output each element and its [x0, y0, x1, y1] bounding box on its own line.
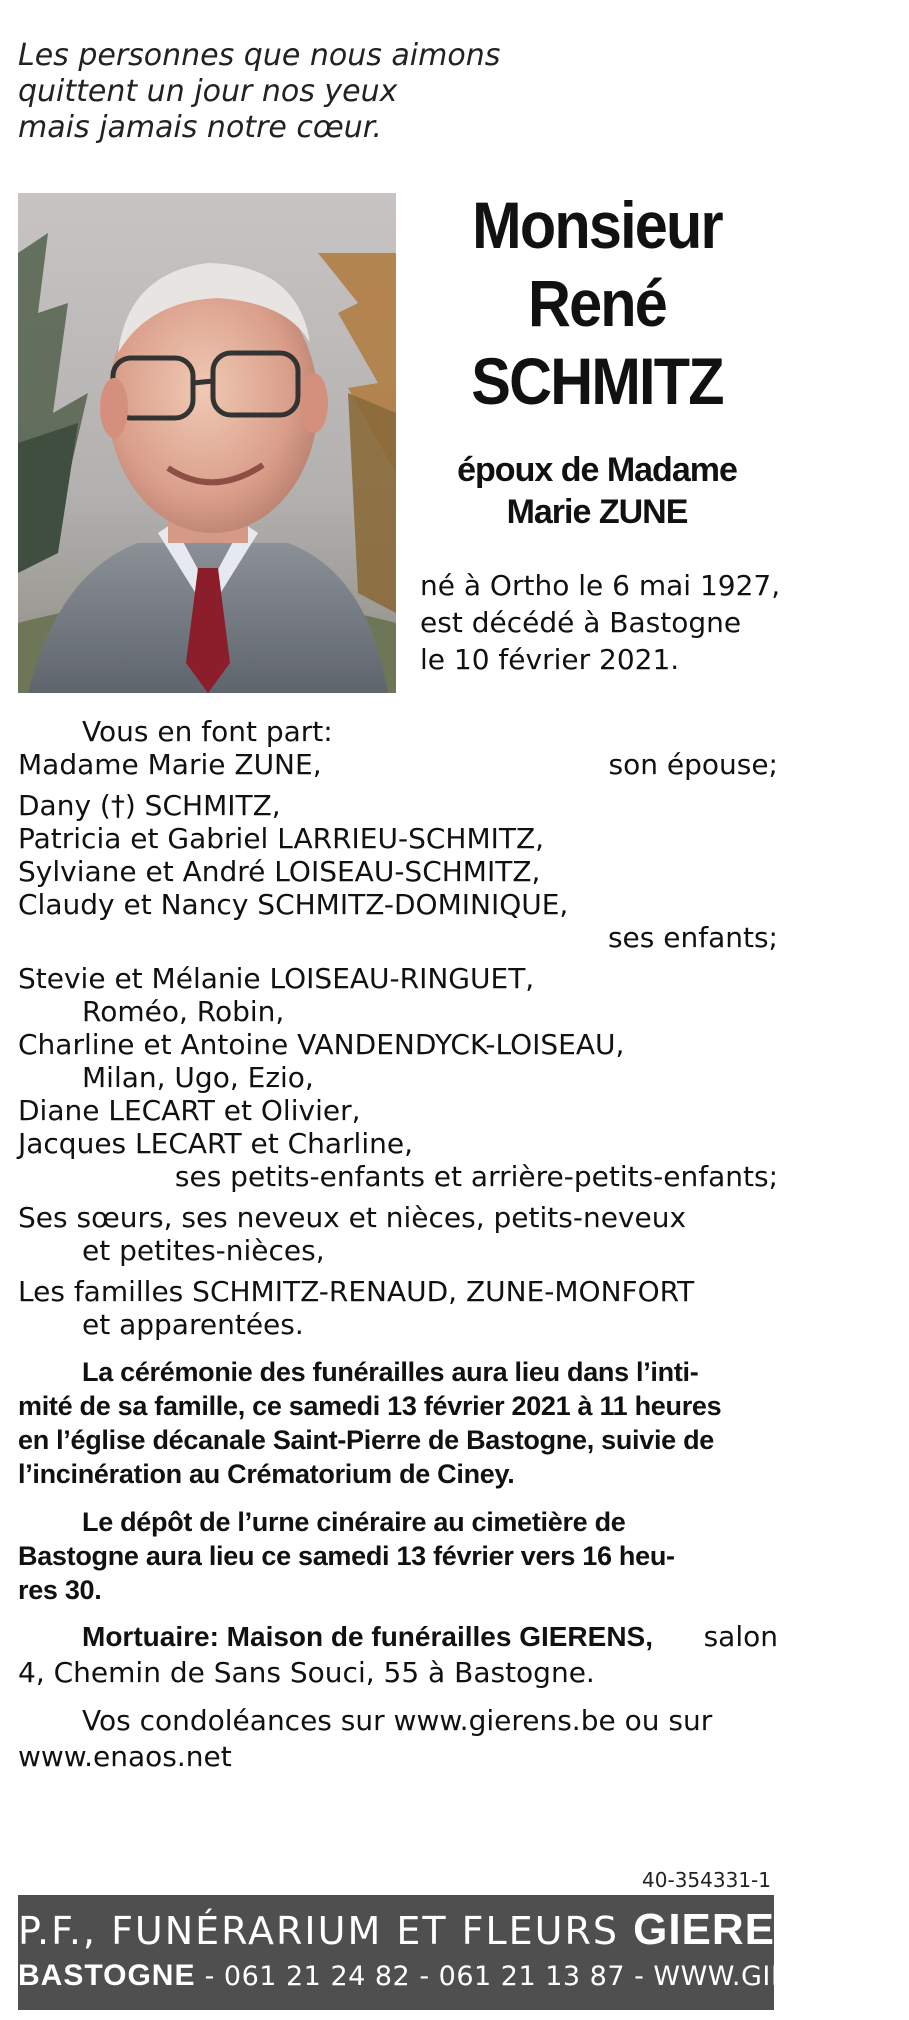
quote-line: Les personnes que nous aimons — [18, 38, 501, 73]
quote-line: quittent un jour nos yeux — [18, 74, 398, 109]
funeral-home-brand: GIERENS — [633, 1905, 839, 1954]
ceremony-line: mité de sa famille, ce samedi 13 février 2021 à 11 heures — [18, 1391, 722, 1421]
ceremony-line: l’incinération au Crématorium de Ciney. — [18, 1459, 515, 1489]
spouse-line: époux de Madame — [457, 451, 737, 489]
child-name: Patricia et Gabriel LARRIEU-SCHMITZ, — [18, 822, 545, 855]
grandchild-name: Jacques LECART et Charline, — [18, 1127, 413, 1160]
ceremony-line: La cérémonie des funérailles aura lieu dans l’inti- — [82, 1357, 699, 1387]
date-line: le 10 février 2021. — [420, 643, 680, 676]
birth-death-dates — [420, 567, 790, 678]
child-name: Claudy et Nancy SCHMITZ-DOMINIQUE, — [18, 888, 569, 921]
deceased-first-name: René — [527, 266, 667, 340]
urn-line: Le dépôt de l’urne cinéraire au cimetière de — [82, 1507, 626, 1537]
deceased-name — [412, 186, 782, 420]
spouse-name: Madame Marie ZUNE, — [18, 748, 322, 781]
mortuary-paragraph — [18, 1619, 778, 1691]
spouse-row — [18, 748, 778, 781]
grandchild-name: Diane LECART et Olivier, — [18, 1094, 361, 1127]
date-line: est décédé à Bastogne — [420, 606, 742, 639]
urn-paragraph — [18, 1505, 778, 1607]
urn-line: Bastogne aura lieu ce samedi 13 février vers 16 heu- — [18, 1541, 675, 1571]
memorial-quote — [18, 38, 578, 146]
funeral-home-contact — [18, 1959, 909, 1993]
funeral-home-prefix: P.F., FUNÉRARIUM ET FLEURS — [18, 1909, 619, 1953]
spouse-block — [412, 449, 782, 533]
spouse-line: Marie ZUNE — [506, 493, 688, 531]
siblings-line: et petites-nièces, — [82, 1234, 325, 1267]
funeral-home-city: BASTOGNE — [18, 1959, 196, 1992]
mortuary-room: salon — [703, 1620, 778, 1653]
great-grandchild-names: Roméo, Robin, — [82, 995, 285, 1028]
grandchild-name: Charline et Antoine VANDENDYCK-LOISEAU, — [18, 1028, 625, 1061]
condolences-paragraph — [18, 1703, 778, 1775]
mortuary-label: Mortuaire: Maison de funérailles GIERENS, — [82, 1621, 654, 1652]
mortuary-row — [18, 1619, 778, 1655]
funeral-home-footer — [18, 1895, 909, 2010]
great-grandchild-names: Milan, Ugo, Ezio, — [82, 1061, 314, 1094]
funeral-home-name — [18, 1905, 839, 1955]
deceased-title: Monsieur — [472, 188, 722, 262]
condolences-line: Vos condoléances sur www.gierens.be ou sur — [82, 1704, 713, 1737]
siblings-line: Ses sœurs, ses neveux et nièces, petits-neveux — [18, 1201, 687, 1234]
urn-line: res 30. — [18, 1575, 102, 1605]
family-intro: Vous en font part: — [82, 715, 333, 748]
condolences-link[interactable]: www.enaos.net — [18, 1740, 232, 1773]
mortuary-address: 4, Chemin de Sans Souci, 55 à Bastogne. — [18, 1656, 595, 1689]
spouse-role: son épouse; — [608, 748, 778, 781]
date-line: né à Ortho le 6 mai 1927, — [420, 569, 781, 602]
grandchild-name: Stevie et Mélanie LOISEAU-RINGUET, — [18, 962, 535, 995]
deceased-last-name: SCHMITZ — [471, 344, 723, 418]
grandchildren-role: ses petits-enfants et arrière-petits-enfants; — [174, 1160, 778, 1193]
families-line: Les familles SCHMITZ-RENAUD, ZUNE-MONFORT — [18, 1275, 695, 1308]
child-name: Dany (†) SCHMITZ, — [18, 789, 281, 822]
child-name: Sylviane et André LOISEAU-SCHMITZ, — [18, 855, 541, 888]
children-role: ses enfants; — [607, 921, 778, 954]
ceremony-line: en l’église décanale Saint-Pierre de Bastogne, suivie de — [18, 1425, 714, 1455]
announcement-body — [18, 715, 778, 1775]
families-line: et apparentées. — [82, 1308, 304, 1341]
ceremony-paragraph — [18, 1355, 778, 1491]
ad-reference: 40-354331-1 — [642, 1868, 771, 1892]
quote-line: mais jamais notre cœur. — [18, 110, 382, 145]
portrait-photo — [18, 193, 396, 693]
funeral-home-phones-web: - 061 21 24 82 - 061 21 13 87 - WWW.GIERENS.BE — [204, 1961, 909, 1992]
